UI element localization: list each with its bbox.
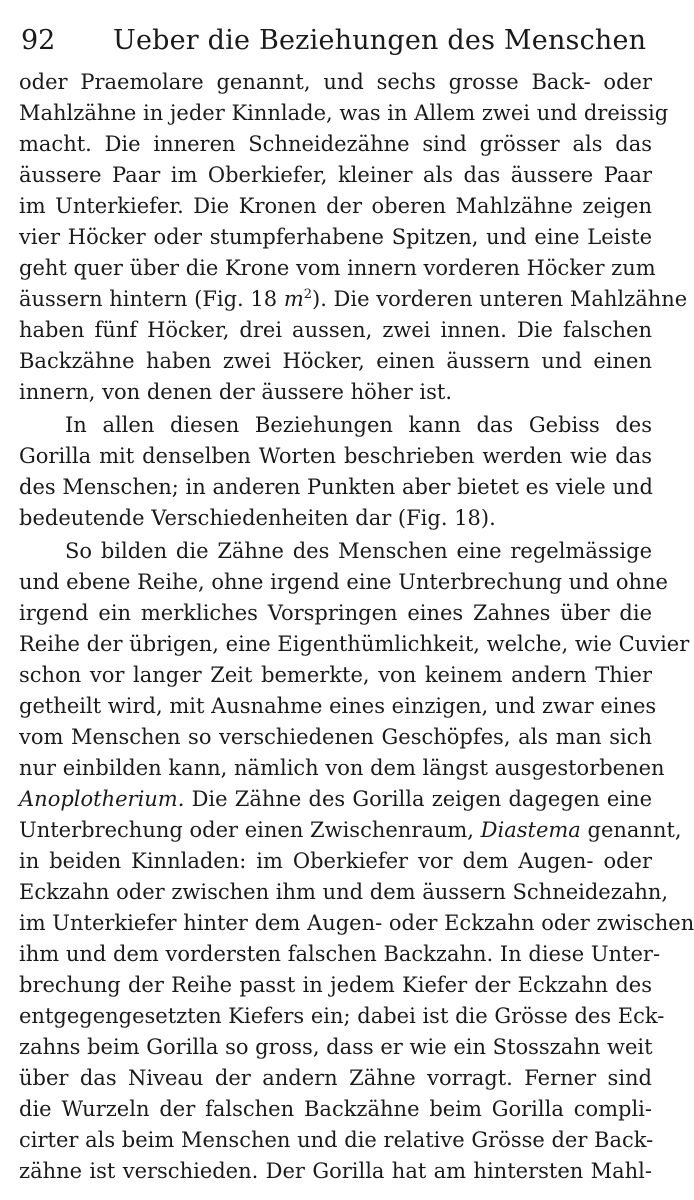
text-line: cirter als beim Menschen und die relative Grösse der Back- [19,1128,654,1152]
text-line: die Wurzeln der falschen Backzähne beim Gorilla compli- [19,1097,652,1121]
running-title: Ueber die Beziehungen des Menschen [113,25,647,56]
text-segment: genannt, [580,818,682,842]
taxon-italic: Anoplotherium. [19,787,185,811]
text-line [19,284,688,314]
text-line: innern, von denen der äussere höher ist. [19,380,453,404]
text-line: brechung der Reihe passt in jedem Kiefer der Eckzahn des [19,973,652,997]
text-line: Mahlzähne in jeder Kinnlade, was in Allem zwei und dreissig [19,101,669,125]
text-line: So bilden die Zähne des Menschen eine regelmässige [65,539,652,563]
text-line: Gorilla mit denselben Worten beschrieben werden wie das [19,444,652,468]
text-line: In allen diesen Beziehungen kann das Gebiss des [65,413,652,437]
page-number: 92 [21,25,56,56]
text-line: im Unterkiefer. Die Kronen der oberen Mahlzähne zeigen [19,194,652,218]
text-line [19,815,682,845]
text-segment: Unterbrechung oder einen Zwischenraum, [19,818,481,842]
text-line: über das Niveau der andern Zähne vorragt. Ferner sind [19,1066,652,1090]
term-italic: Diastema [480,818,581,842]
text-line: zahns beim Gorilla so gross, dass er wie ein Stosszahn weit [19,1035,653,1059]
text-line: Reihe der übrigen, eine Eigenthümlichkeit, welche, wie Cuvier [19,632,690,656]
superscript: 2 [303,287,313,302]
page-header [21,20,651,62]
text-line: im Unterkiefer hinter dem Augen- oder Eckzahn oder zwischen [19,911,694,935]
text-line: haben fünf Höcker, drei aussen, zwei innen. Die falschen [19,318,652,342]
text-segment: äussern hintern (Fig. 18 [19,287,284,311]
text-line: und ebene Reihe, ohne irgend eine Unterbrechung und ohne [19,570,668,594]
text-line: in beiden Kinnladen: im Oberkiefer vor dem Augen- oder [19,849,652,873]
text-line: bedeutende Verschiedenheiten dar (Fig. 18). [19,506,496,530]
text-line: macht. Die inneren Schneidezähne sind grösser als das [19,132,652,156]
text-line: vom Menschen so verschiedenen Geschöpfes, als man sich [19,725,652,749]
text-line: zähne ist verschieden. Der Gorilla hat am hintersten Mahl- [19,1159,652,1183]
text-line: getheilt wird, mit Ausnahme eines einzigen, und zwar eines [19,694,657,718]
text-line [19,784,652,814]
text-line: Backzähne haben zwei Höcker, einen äussern und einen [19,349,652,373]
text-segment: Die Zähne des Gorilla zeigen dagegen eine [184,787,652,811]
text-line: nur einbilden kann, nämlich von dem längst ausgestorbenen [19,756,665,780]
figure-ref-italic: m [283,287,304,311]
text-line: Eckzahn oder zwischen ihm und dem äussern Schneidezahn, [19,880,669,904]
text-line: vier Höcker oder stumpferhabene Spitzen, und eine Leiste [19,225,652,249]
text-line: des Menschen; in anderen Punkten aber bietet es viele und [19,475,653,499]
text-line: ihm und dem vordersten falschen Backzahn. In diese Unter- [19,942,661,966]
text-line: geht quer über die Krone vom innern vorderen Höcker zum [19,256,656,280]
text-line: entgegengesetzten Kiefers ein; dabei ist die Grösse des Eck- [19,1004,665,1028]
text-line: schon vor langer Zeit bemerkte, von keinem andern Thier [19,663,652,687]
text-line: äussere Paar im Oberkiefer, kleiner als das äussere Paar [19,163,652,187]
text-line: irgend ein merkliches Vorspringen eines Zahnes über die [19,601,652,625]
text-line: oder Praemolare genannt, und sechs grosse Back- oder [19,70,652,94]
text-segment: ). Die vorderen unteren Mahlzähne [312,287,688,311]
